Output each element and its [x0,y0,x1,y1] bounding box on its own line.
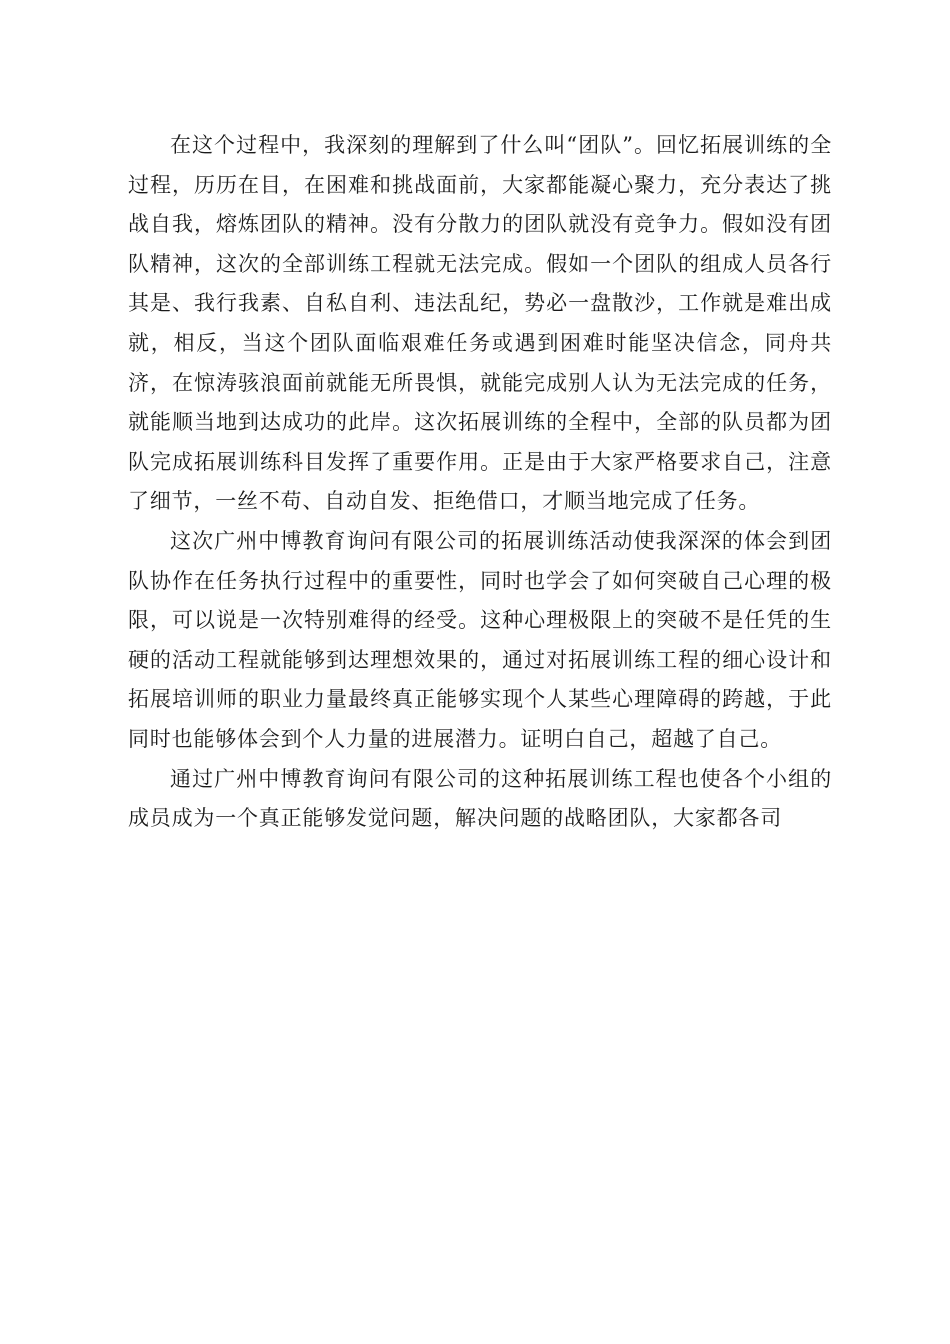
paragraph-1: 在这个过程中，我深刻的理解到了什么叫“团队”。回忆拓展训练的全过程，历历在目，在困难和挑战面前，大家都能凝心聚力，充分表达了挑战自我，熔炼团队的精神。没有分散力的团队就没有竞争力。假如没有团队精神，这次的全部训练工程就无法完成。假如一个团队的组成人员各行其是、我行我素、自私自利、违法乱纪，势必一盘散沙，工作就是难出成就，相反，当这个团队面临艰难任务或遇到困难时能坚决信念，同舟共济，在惊涛骇浪面前就能无所畏惧，就能完成别人认为无法完成的任务，就能顺当地到达成功的此岸。这次拓展训练的全程中，全部的队员都为团队完成拓展训练科目发挥了重要作用。正是由于大家严格要求自己，注意了细节，一丝不苟、自动自发、拒绝借口，才顺当地完成了任务。 [128,133,832,514]
document-body [128,126,832,839]
paragraph-2: 这次广州中博教育询问有限公司的拓展训练活动使我深深的体会到团队协作在任务执行过程中的重要性，同时也学会了如何突破自己心理的极限，可以说是一次特别难得的经受。这种心理极限上的突破不是任凭的生硬的活动工程就能够到达理想效果的，通过对拓展训练工程的细心设计和拓展培训师的职业力量最终真正能够实现个人某些心理障碍的跨越，于此同时也能够体会到个人力量的进展潜力。证明白自己，超越了自己。 [128,528,832,751]
paragraph-3: 通过广州中博教育询问有限公司的这种拓展训练工程也使各个小组的成员成为一个真正能够发觉问题，解决问题的战略团队，大家都各司 [128,766,832,831]
